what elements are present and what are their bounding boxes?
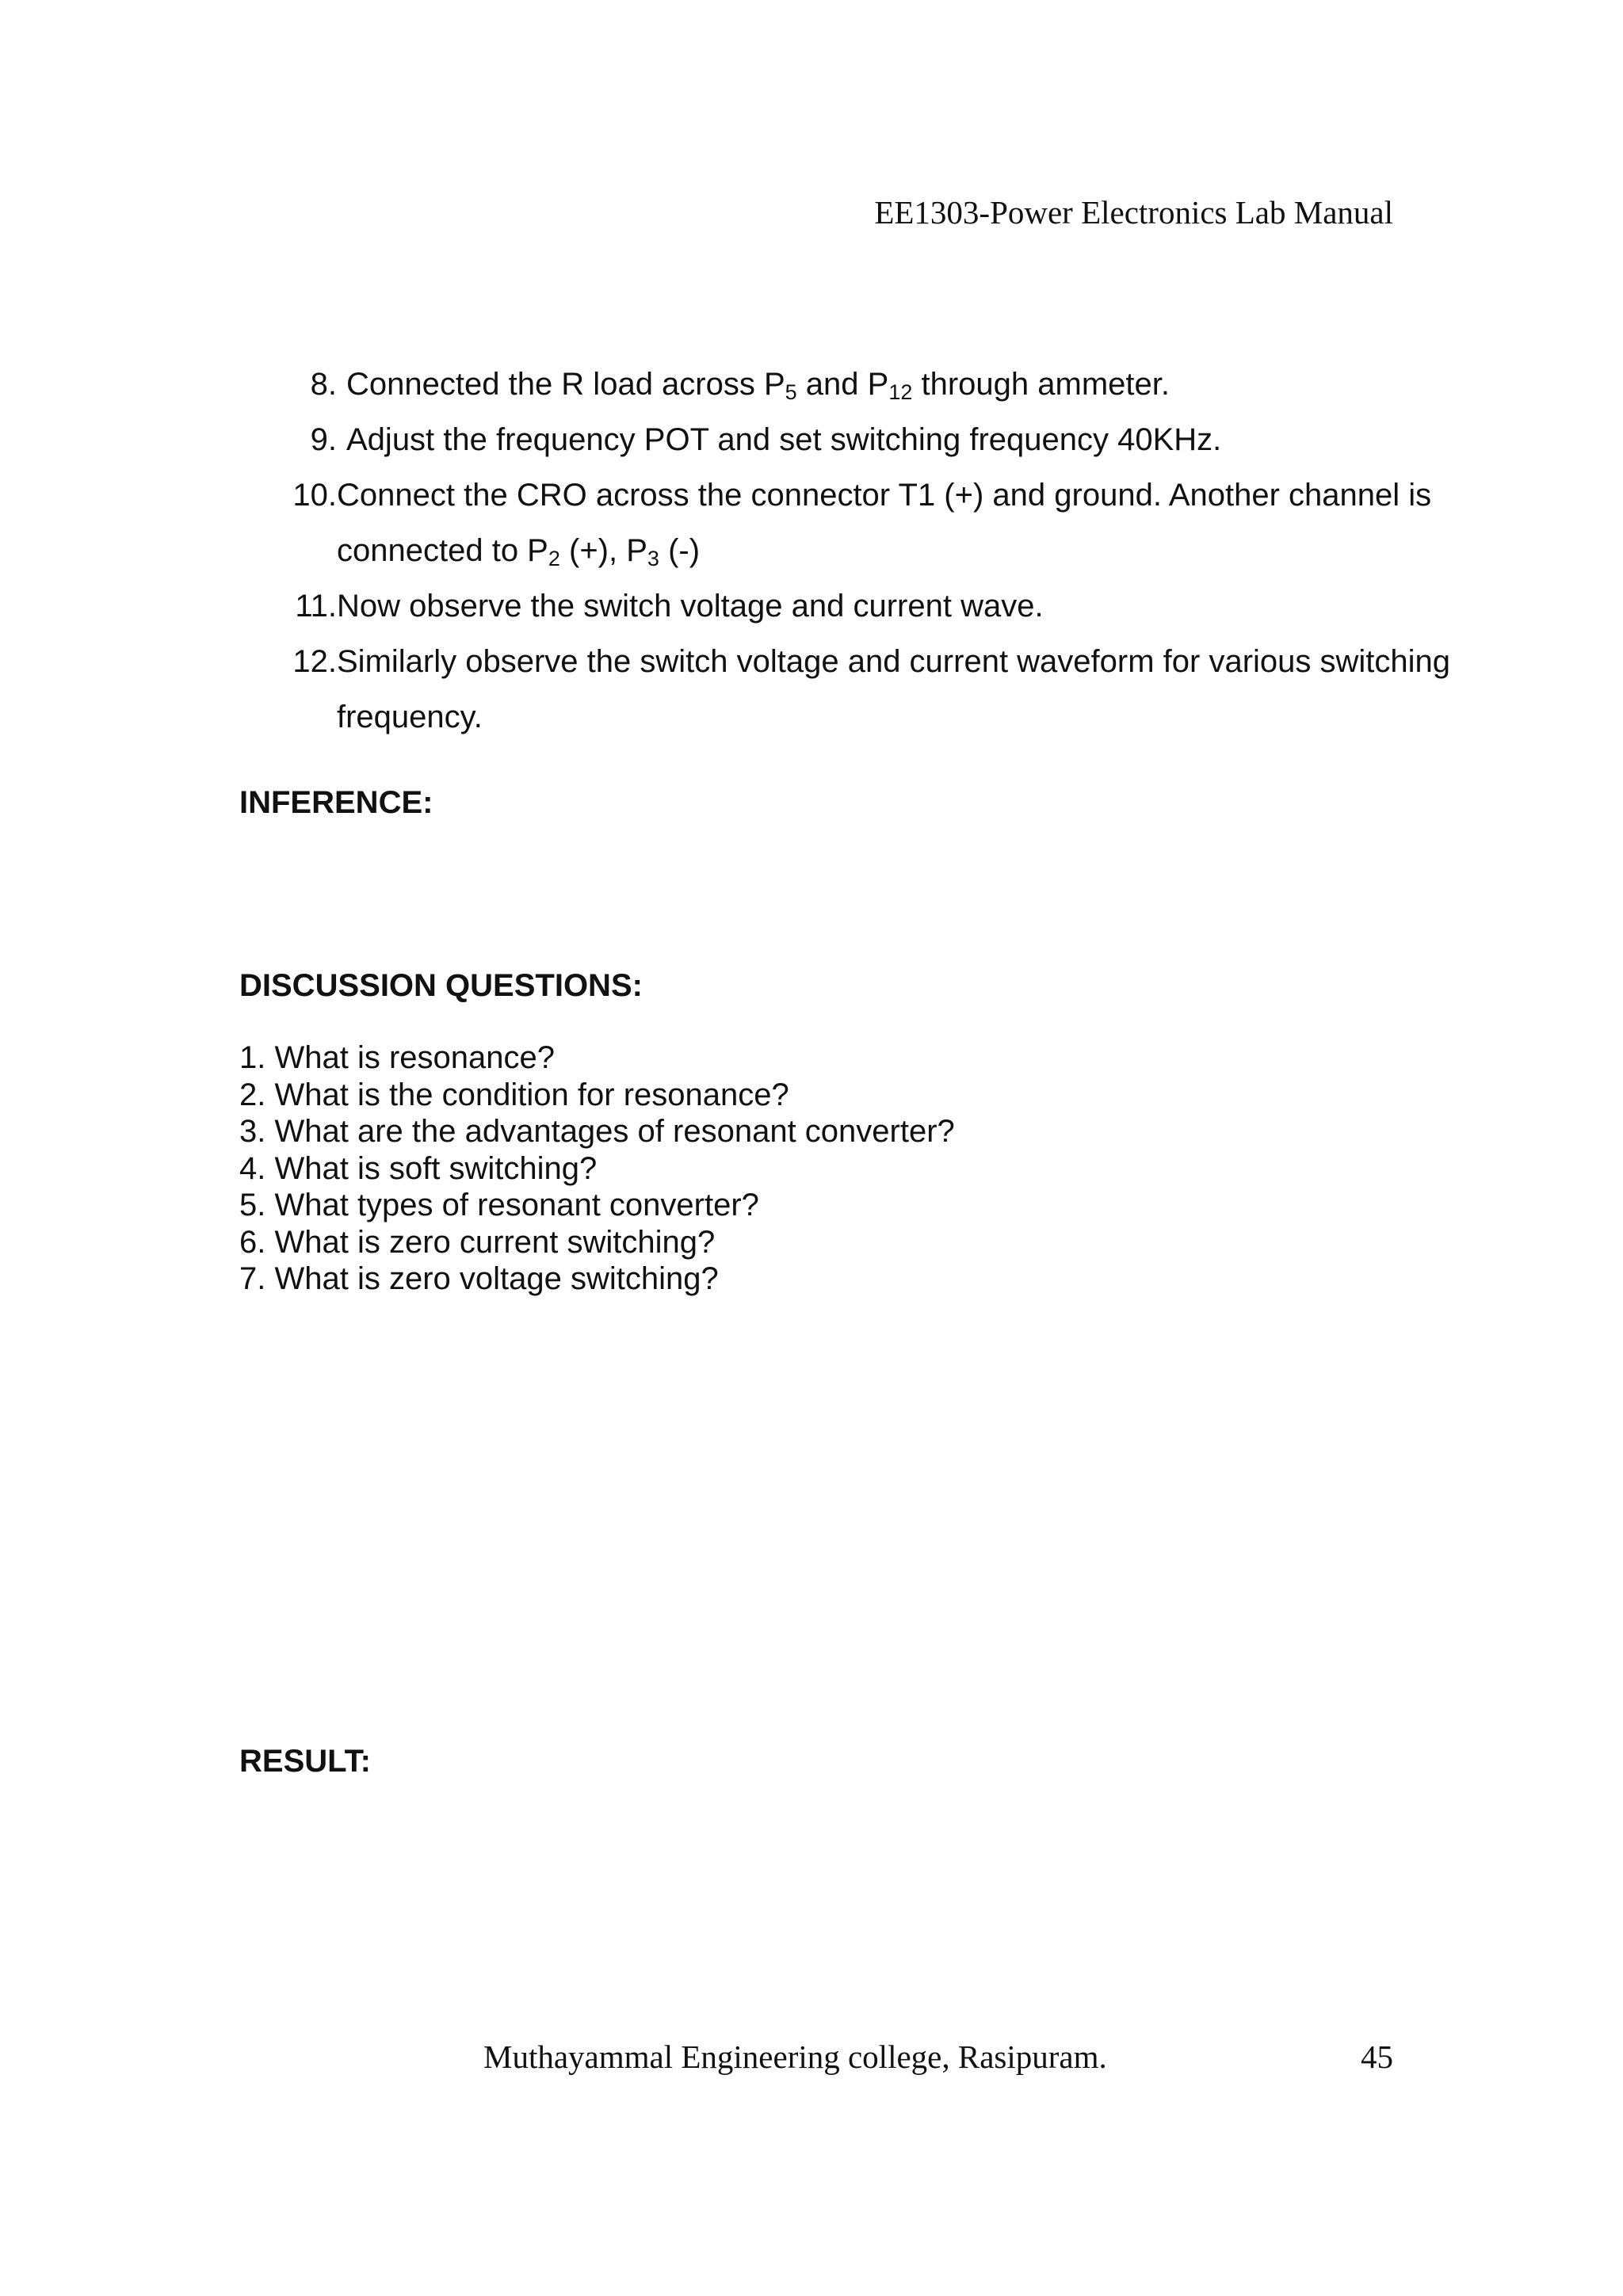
step-text-part: Now observe the switch voltage and current wave.: [337, 589, 1044, 624]
step-text-part: Connect the CRO across the connector T1 (+) and ground. Another channel is connected to P: [337, 478, 1432, 568]
page-number: 45: [1361, 2039, 1393, 2075]
step-text: [337, 578, 1486, 634]
list-item: 2. What is the condition for resonance?: [239, 1077, 789, 1112]
list-item: 5. What types of resonant converter?: [239, 1188, 759, 1222]
step-text-part: Connected the R load across P: [346, 367, 785, 402]
step-number: 12.: [292, 644, 337, 679]
step-text: [337, 467, 1486, 578]
procedure-step-12: [281, 634, 1486, 745]
footer-institution: Muthayammal Engineering college, Rasipuram.: [483, 2039, 1107, 2075]
procedure-step-8: [281, 357, 1486, 412]
discussion-questions: [239, 1039, 955, 1298]
step-number: 10.: [292, 478, 337, 513]
step-number: 11.: [295, 589, 337, 624]
discussion-heading: DISCUSSION QUESTIONS:: [239, 968, 643, 1003]
running-header: EE1303-Power Electronics Lab Manual: [874, 194, 1393, 231]
subscript: 3: [647, 547, 659, 570]
list-item: 4. What is soft switching?: [239, 1150, 598, 1186]
step-number: 9.: [310, 422, 337, 457]
procedure-step-11: [281, 578, 1486, 634]
step-text-part: (-): [659, 533, 701, 568]
list-item: 7. What is zero voltage switching?: [239, 1261, 719, 1296]
subscript: 5: [785, 380, 797, 404]
subscript: 12: [888, 380, 913, 404]
step-text-part: Adjust the frequency POT and set switching frequency 40KHz.: [346, 422, 1222, 457]
step-text: [337, 357, 1486, 412]
procedure-step-9: [281, 412, 1486, 467]
step-number: 8.: [310, 367, 337, 402]
subscript: 2: [548, 547, 560, 570]
list-item: 1. What is resonance?: [239, 1040, 555, 1075]
result-heading: RESULT:: [239, 1744, 371, 1779]
inference-heading: INFERENCE:: [239, 785, 433, 820]
procedure-steps: [281, 357, 1486, 745]
step-text-part: Similarly observe the switch voltage and current waveform for various switching frequency.: [337, 644, 1451, 734]
step-text: [337, 412, 1486, 467]
list-item: 3. What are the advantages of resonant converter?: [239, 1114, 955, 1149]
step-text-part: and P: [796, 367, 889, 402]
step-text: [337, 634, 1486, 745]
list-item: 6. What is zero current switching?: [239, 1224, 716, 1260]
procedure-step-10: [281, 467, 1486, 578]
step-text-part: through ammeter.: [912, 367, 1170, 402]
step-text-part: (+), P: [559, 533, 647, 568]
